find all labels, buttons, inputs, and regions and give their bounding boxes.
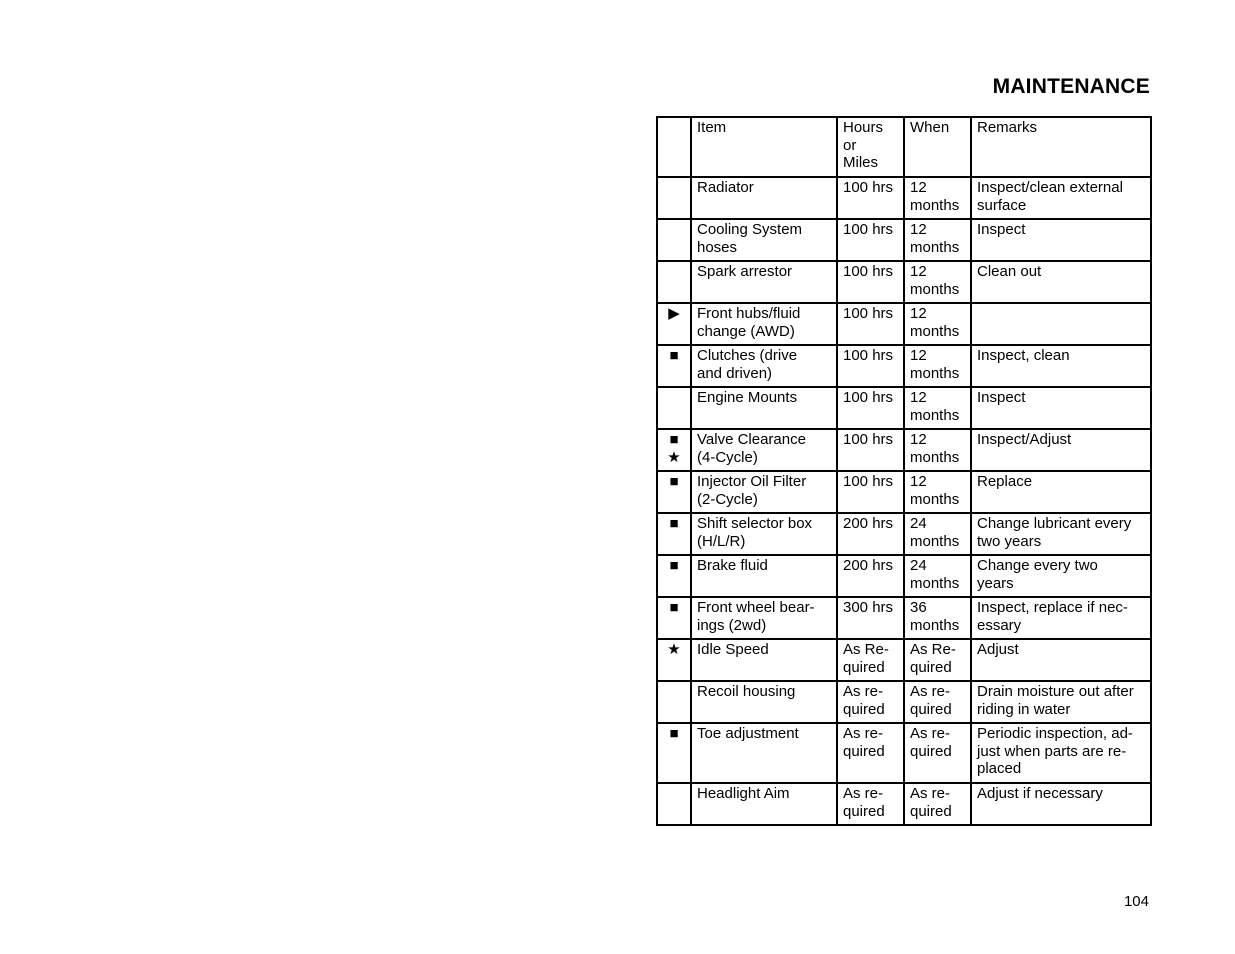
table-row — [657, 597, 1151, 639]
page-title: MAINTENANCE — [992, 75, 1150, 98]
row-symbol: ★ — [657, 639, 691, 681]
table-row — [657, 429, 1151, 471]
table-row — [657, 261, 1151, 303]
table-row — [657, 303, 1151, 345]
row-hours: 100 hrs — [837, 303, 904, 345]
row-item: Radiator — [691, 177, 837, 219]
maintenance-table — [656, 116, 1152, 826]
row-symbol — [657, 219, 691, 261]
table-row — [657, 471, 1151, 513]
row-item: Headlight Aim — [691, 783, 837, 825]
row-symbol: ■ — [657, 723, 691, 783]
row-remarks: Change lubricant every two years — [971, 513, 1151, 555]
row-symbol: ■ — [657, 345, 691, 387]
page-number: 104 — [1123, 893, 1149, 910]
table-row — [657, 219, 1151, 261]
row-hours: 300 hrs — [837, 597, 904, 639]
row-item: Shift selector box (H/L/R) — [691, 513, 837, 555]
row-symbol: ■ — [657, 513, 691, 555]
row-item: Spark arrestor — [691, 261, 837, 303]
header-remarks: Remarks — [971, 117, 1151, 177]
row-hours: 100 hrs — [837, 345, 904, 387]
row-symbol — [657, 261, 691, 303]
row-hours: 100 hrs — [837, 471, 904, 513]
row-remarks — [971, 303, 1151, 345]
row-remarks: Adjust if necessary — [971, 783, 1151, 825]
row-remarks: Drain moisture out after riding in water — [971, 681, 1151, 723]
row-item: Clutches (drive and driven) — [691, 345, 837, 387]
row-when: 12 months — [904, 177, 971, 219]
row-remarks: Inspect, replace if nec- essary — [971, 597, 1151, 639]
row-when: 12 months — [904, 303, 971, 345]
row-when: 12 months — [904, 471, 971, 513]
row-item: Front wheel bear- ings (2wd) — [691, 597, 837, 639]
row-symbol: ■ ★ — [657, 429, 691, 471]
row-hours: As re- quired — [837, 783, 904, 825]
row-hours: 100 hrs — [837, 177, 904, 219]
row-remarks: Periodic inspection, ad- just when parts are re- placed — [971, 723, 1151, 783]
row-symbol: ■ — [657, 597, 691, 639]
row-symbol: ▶ — [657, 303, 691, 345]
row-hours: 100 hrs — [837, 261, 904, 303]
table-row — [657, 387, 1151, 429]
row-remarks: Clean out — [971, 261, 1151, 303]
row-when: As re- quired — [904, 681, 971, 723]
row-remarks: Inspect, clean — [971, 345, 1151, 387]
row-hours: 200 hrs — [837, 555, 904, 597]
row-remarks: Inspect/clean external surface — [971, 177, 1151, 219]
row-symbol — [657, 177, 691, 219]
row-remarks: Adjust — [971, 639, 1151, 681]
row-hours: As re- quired — [837, 723, 904, 783]
row-item: Cooling System hoses — [691, 219, 837, 261]
row-remarks: Inspect/Adjust — [971, 429, 1151, 471]
row-when: 12 months — [904, 387, 971, 429]
row-item: Brake fluid — [691, 555, 837, 597]
row-symbol — [657, 681, 691, 723]
row-when: 24 months — [904, 513, 971, 555]
row-hours: As re- quired — [837, 681, 904, 723]
table-row — [657, 723, 1151, 783]
row-when: 24 months — [904, 555, 971, 597]
row-symbol: ■ — [657, 471, 691, 513]
row-when: As re- quired — [904, 723, 971, 783]
row-item: Recoil housing — [691, 681, 837, 723]
row-hours: 100 hrs — [837, 219, 904, 261]
row-remarks: Replace — [971, 471, 1151, 513]
row-when: 36 months — [904, 597, 971, 639]
table-header-row — [657, 117, 1151, 177]
header-symbol — [657, 117, 691, 177]
header-when: When — [904, 117, 971, 177]
row-symbol — [657, 783, 691, 825]
row-remarks: Change every two years — [971, 555, 1151, 597]
row-item: Valve Clearance (4-Cycle) — [691, 429, 837, 471]
table-row — [657, 345, 1151, 387]
row-when: 12 months — [904, 345, 971, 387]
row-item: Idle Speed — [691, 639, 837, 681]
row-hours: As Re- quired — [837, 639, 904, 681]
row-hours: 100 hrs — [837, 429, 904, 471]
row-remarks: Inspect — [971, 387, 1151, 429]
table-row — [657, 555, 1151, 597]
row-symbol — [657, 387, 691, 429]
header-hours: Hours or Miles — [837, 117, 904, 177]
header-item: Item — [691, 117, 837, 177]
row-when: 12 months — [904, 219, 971, 261]
table-row — [657, 783, 1151, 825]
row-hours: 200 hrs — [837, 513, 904, 555]
row-when: As re- quired — [904, 783, 971, 825]
row-symbol: ■ — [657, 555, 691, 597]
table-row — [657, 639, 1151, 681]
row-item: Toe adjustment — [691, 723, 837, 783]
row-when: 12 months — [904, 429, 971, 471]
row-when: As Re- quired — [904, 639, 971, 681]
table-row — [657, 681, 1151, 723]
row-item: Injector Oil Filter (2-Cycle) — [691, 471, 837, 513]
row-when: 12 months — [904, 261, 971, 303]
table-row — [657, 177, 1151, 219]
row-remarks: Inspect — [971, 219, 1151, 261]
row-item: Engine Mounts — [691, 387, 837, 429]
row-item: Front hubs/fluid change (AWD) — [691, 303, 837, 345]
table-row — [657, 513, 1151, 555]
row-hours: 100 hrs — [837, 387, 904, 429]
